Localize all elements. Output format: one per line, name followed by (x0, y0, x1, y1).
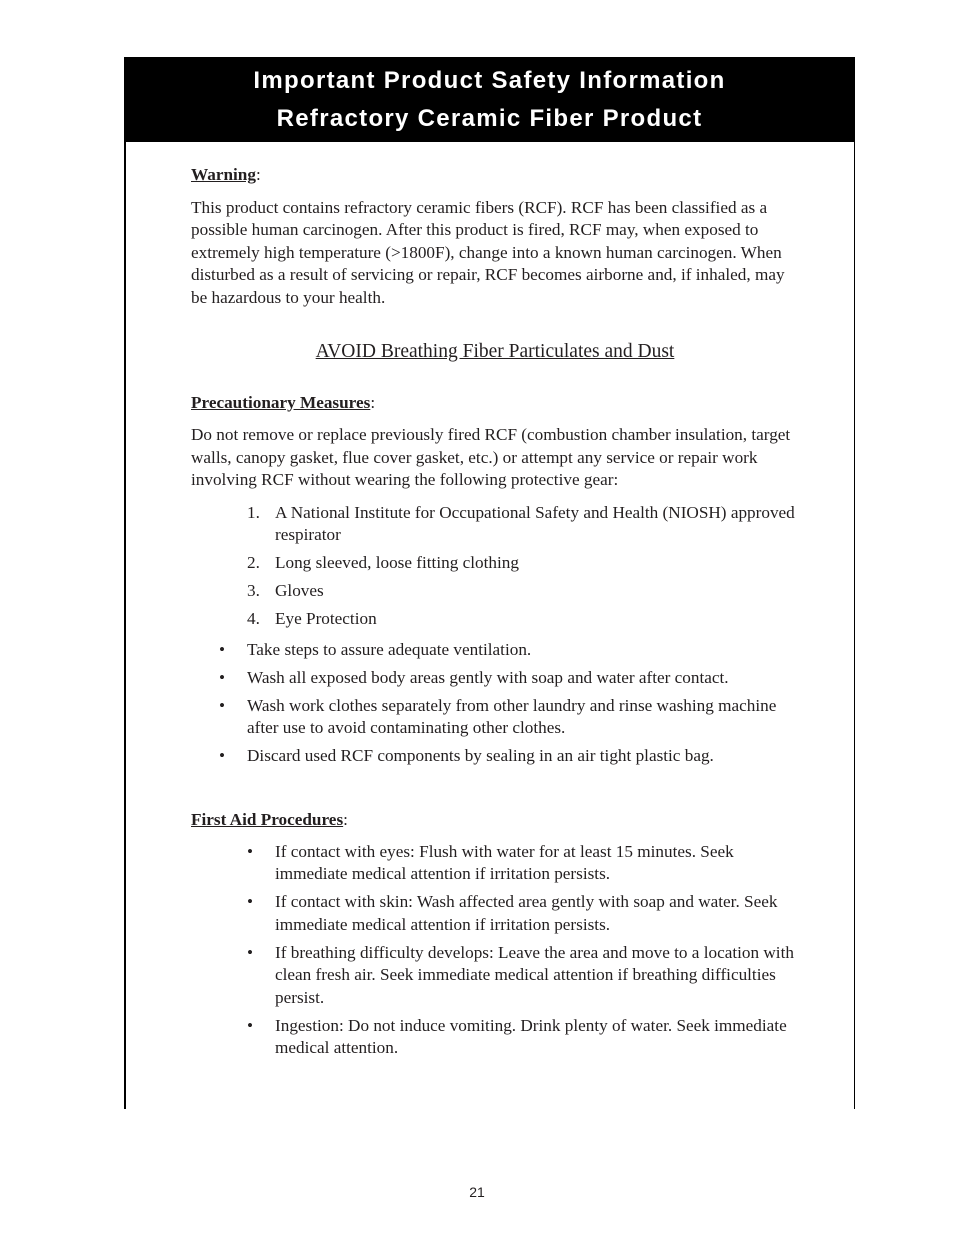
list-item (191, 841, 799, 886)
first-aid-list (191, 841, 799, 1060)
item-text: Long sleeved, loose fitting clothing (275, 553, 519, 572)
list-item (191, 608, 799, 631)
precautions-bullet-list (191, 639, 799, 768)
item-text: Wash all exposed body areas gently with soap and water after contact. (247, 667, 729, 687)
avoid-heading: AVOID Breathing Fiber Particulates and Dust (315, 341, 675, 362)
list-item (191, 695, 799, 740)
page-number: 21 (469, 1184, 485, 1200)
document-body (191, 164, 799, 1065)
header-title: Important Product Safety Information (253, 67, 726, 94)
bullet-icon: • (247, 942, 254, 962)
list-item (191, 502, 799, 547)
list-item (191, 745, 799, 768)
bullet-icon: • (219, 746, 226, 765)
item-text: Eye Protection (275, 609, 377, 628)
precautions-heading (191, 392, 799, 415)
item-text: If contact with eyes: Flush with water for at least 15 minutes. Seek immediate medical attention if irritation persists. (275, 841, 734, 883)
item-text: Discard used RCF components by sealing in an air tight plastic bag. (247, 746, 714, 765)
list-item (191, 580, 799, 603)
item-number: 4. (247, 609, 260, 628)
item-text: Take steps to assure adequate ventilation. (247, 639, 532, 659)
safety-header (124, 57, 855, 142)
list-item (191, 891, 799, 936)
first-aid-heading (191, 809, 799, 832)
bullet-icon: • (219, 639, 226, 659)
item-text: A National Institute for Occupational Safety and Health (NIOSH) approved respirator (275, 502, 795, 544)
item-text: Wash work clothes separately from other laundry and rinse washing machine after use to avoid contaminating other clothes. (247, 695, 777, 737)
warning-text: This product contains refractory ceramic fibers (RCF). RCF has been classified as a possible human carcinogen. After this product is fired, RCF may, when exposed to extremely high temperature (>1800F), change into a known human carcinogen. When disturbed as a result of servicing or repair, RCF becomes airborne and, if inhaled, may be hazardous to your health. (191, 197, 785, 307)
item-text: Gloves (275, 581, 324, 600)
warning-label: Warning (191, 165, 256, 184)
list-item (191, 552, 799, 575)
bullet-icon: • (247, 892, 254, 911)
item-number: 3. (247, 581, 260, 600)
item-number: 1. (247, 502, 260, 522)
warning-heading (191, 164, 799, 187)
precautions-label: Precautionary Measures (191, 392, 371, 412)
item-text: If breathing difficulty develops: Leave the area and move to a location with clean fresh air. Seek immediate medical attention if breathing difficulties persist. (275, 942, 794, 1007)
first-aid-colon: : (343, 810, 348, 829)
bullet-icon: • (219, 695, 226, 715)
protective-gear-list (191, 502, 799, 631)
precautions-text: Do not remove or replace previously fired RCF (combustion chamber insulation, target walls, canopy gasket, flue cover gasket, etc.) or attempt any service or repair work involving RCF without wearing the following protective gear: (191, 425, 791, 489)
item-text: Ingestion: Do not induce vomiting. Drink plenty of water. Seek immediate medical attention. (275, 1015, 787, 1057)
bullet-icon: • (219, 667, 226, 687)
list-item (191, 639, 799, 662)
bullet-icon: • (247, 841, 254, 861)
list-item (191, 1015, 799, 1060)
list-item (191, 942, 799, 1010)
bullet-icon: • (247, 1015, 254, 1035)
item-number: 2. (247, 553, 260, 572)
header-subtitle: Refractory Ceramic Fiber Product (276, 105, 703, 132)
warning-colon: : (255, 165, 261, 184)
first-aid-label: First Aid Procedures (191, 810, 344, 829)
list-item (191, 667, 799, 690)
precautions-colon: : (370, 392, 376, 412)
item-text: If contact with skin: Wash affected area gently with soap and water. Seek immediate medical attention if irritation persists. (275, 892, 778, 934)
